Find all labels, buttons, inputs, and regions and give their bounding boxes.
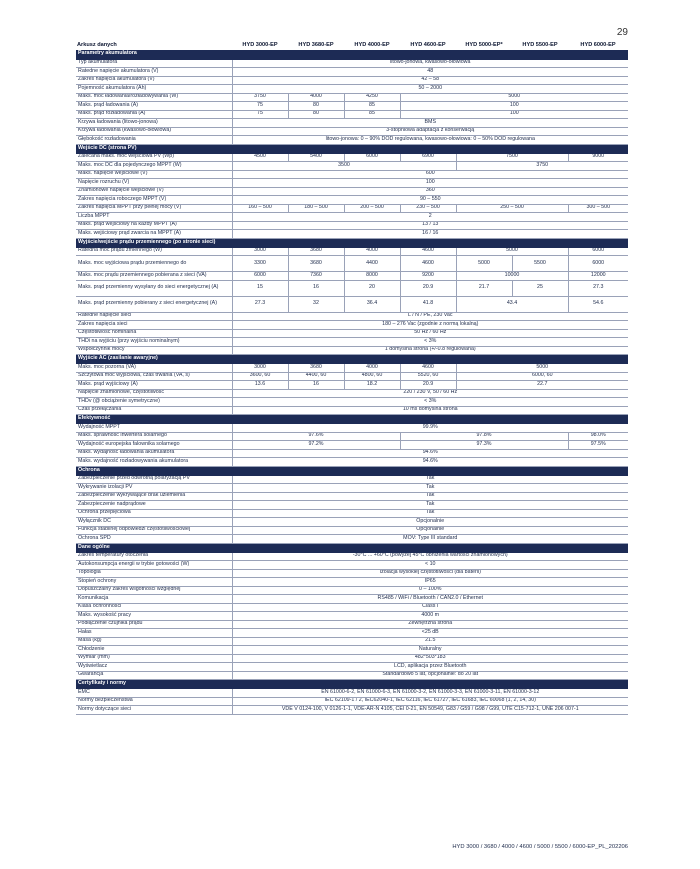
row-label: Dopuszczalny zakres wilgotności względnej (76, 586, 232, 595)
section-title: Dane ogólne (76, 543, 628, 552)
table-row (76, 76, 628, 85)
value-cell: 4600 (400, 256, 456, 272)
value-cell: 3600, 60 (232, 372, 288, 381)
row-label: Liczba MPPT (76, 213, 232, 222)
table-row (76, 561, 628, 570)
table-row (76, 329, 628, 338)
value-cell: Zewnętrzna strona (232, 620, 628, 629)
row-label: Zakres napięcia roboczego MPPT (V) (76, 196, 232, 205)
value-cell: 3300 (232, 256, 288, 272)
section-title: Parametry akumulatora (76, 50, 628, 59)
value-cell: 94.6% (232, 458, 628, 467)
section-title: Wejście DC (strona PV) (76, 144, 628, 153)
header-cell: HYD 3680-EP (298, 42, 334, 49)
table-row (76, 110, 628, 119)
section-title: Efektywność (76, 415, 628, 424)
row-label: Maks. moc ładowania/rozładowywania (W) (76, 93, 232, 102)
row-label: Hałas (76, 629, 232, 638)
row-label: Wydajność MPPT (76, 424, 232, 433)
row-label: Maks. moc DC dla pojedynczego MPPT (W) (76, 162, 232, 171)
value-cell: 7500 (456, 153, 568, 162)
table-row (76, 620, 628, 629)
value-cell: 4000 (344, 247, 400, 256)
table-row (76, 449, 628, 458)
value-cell: 3750 (456, 162, 628, 171)
table-row (76, 586, 628, 595)
table-row (76, 552, 628, 561)
value-cell: 3680 (288, 364, 344, 373)
table-row (76, 458, 628, 467)
row-label: Stopień ochrony (76, 578, 232, 587)
row-label: Napięcie rozruchu (V) (76, 179, 232, 188)
table-row (76, 204, 628, 213)
value-cell: 80 (288, 102, 344, 111)
value-cell: Izolacja wysokiej częstotliwości (dla baterii) (232, 569, 628, 578)
row-label: Ratedne napięcie akumulatora (V) (76, 68, 232, 77)
table-row (76, 646, 628, 655)
row-label: Maks. sprawność inwertera solarnego (76, 432, 232, 441)
table-row (76, 296, 628, 312)
row-label: Częstotliwość nominalna (76, 329, 232, 338)
row-label: Normy dotyczące sieci (76, 706, 232, 715)
row-label: Maks. moc wyjściowa prądu przemiennego do (76, 256, 232, 272)
section-header-row (76, 50, 628, 59)
value-cell: VDE V 0124-100, V 0126-1-1, VDE-AR-N 4105, CEI 0-21, EN 50549, G83 / G59 / G98 / G99, UTE C15-712-1, UNE 206 007-1 (232, 706, 628, 715)
table-row (76, 59, 628, 68)
section-title: Ochrona (76, 466, 628, 475)
value-cell: 5500 (512, 256, 568, 272)
table-row (76, 187, 628, 196)
value-cell: IEC 62109-1 / 2, IEC62040-1, IEC 62116, IEC 61727, IEC 61683, IEC 60068 (1, 2, 14, 30) (232, 697, 628, 706)
value-cell: 250 – 500 (456, 204, 568, 213)
value-cell: 97.2% (232, 441, 400, 450)
value-cell: 4000 (344, 364, 400, 373)
value-cell: IP65 (232, 578, 628, 587)
value-cell: 6000 (568, 256, 628, 272)
value-cell: 6000 (344, 153, 400, 162)
value-cell: 100 (400, 110, 628, 119)
value-cell: < 3% (232, 338, 628, 347)
value-cell: 20 (344, 280, 400, 296)
row-label: Krzywa ładowania (litowo-jonowa) (76, 119, 232, 128)
value-cell: 36.4 (344, 296, 400, 312)
table-row (76, 136, 628, 145)
value-cell: Class I (232, 603, 628, 612)
value-cell: 482*503*183 (232, 654, 628, 663)
value-cell: 3750 (232, 93, 288, 102)
value-cell: 160 – 500 (232, 204, 288, 213)
value-cell: 20.9 (400, 381, 456, 390)
value-cell: 48 (232, 68, 628, 77)
value-cell: 97.3% (400, 441, 568, 450)
value-cell: 16 (288, 381, 344, 390)
table-row (76, 256, 628, 272)
row-label: Zalecana maks. moc wejściowa PV (Wp) (76, 153, 232, 162)
value-cell: 4000 (288, 93, 344, 102)
row-label: Wykrywanie izolacji PV (76, 484, 232, 493)
section-title: Certyfikaty i normy (76, 680, 628, 689)
row-label: Zakres napięcia MPPT przy pełnej mocy (V) (76, 204, 232, 213)
table-row (76, 432, 628, 441)
row-label: Maks. wejściowy prąd zwarcia na MPPT (A) (76, 230, 232, 239)
row-label: Autokonsumpcja energii w trybie gotowości (W) (76, 561, 232, 570)
value-cell: Tak (232, 475, 628, 484)
value-cell: 5520, 60 (400, 372, 456, 381)
table-row (76, 398, 628, 407)
row-label: Maks. prąd ładowania (A) (76, 102, 232, 111)
value-cell: < 3% (232, 398, 628, 407)
row-label: Funkcja stabilnej odpowiedzi częstotliwościowej (76, 526, 232, 535)
row-label: THDi na wyjściu (przy wyjściu nominalnym) (76, 338, 232, 347)
row-label: Maks. wydajność ładowania akumulatora (76, 449, 232, 458)
value-cell: 300 – 500 (568, 204, 628, 213)
value-cell: 13.6 (232, 381, 288, 390)
value-cell: 16 / 16 (232, 230, 628, 239)
value-cell: 12000 (568, 272, 628, 281)
row-label: Znamionowe napięcie wejściowe (V) (76, 187, 232, 196)
header-cell: HYD 6000-EP (580, 42, 616, 49)
value-cell: Tak (232, 484, 628, 493)
value-cell: 6000, 60 (456, 372, 628, 381)
section-header-row (76, 415, 628, 424)
table-row (76, 280, 628, 296)
table-row (76, 213, 628, 222)
table-row (76, 637, 628, 646)
row-label: Napięcie znamionowe, częstotliwość (76, 389, 232, 398)
value-cell: 85 (344, 110, 400, 119)
table-header-row (76, 41, 628, 50)
table-row (76, 153, 628, 162)
row-label: Komunikacja (76, 595, 232, 604)
datasheet-table (76, 41, 628, 715)
row-label: THDv (@ obciążenie symetryczne) (76, 398, 232, 407)
row-label: Wyłącznik DC (76, 518, 232, 527)
row-label: Maks. napięcie wejściowe (V) (76, 170, 232, 179)
value-cell: 97.8% (400, 432, 568, 441)
value-cell: -30°C ... +60°C (powyżej 45°C obniżenia wartości znamionowych) (232, 552, 628, 561)
section-header-row (76, 144, 628, 153)
table-row (76, 321, 628, 330)
table-row (76, 501, 628, 510)
value-cell: litowo-jonowa: 0 – 90% DOD regulowana, kwasowo-ołowiowa: 0 – 50% DOD regulowana (232, 136, 628, 145)
row-label: Krzywa ładowania (kwasowo-ołowiowa) (76, 127, 232, 136)
value-cell: 50 Hz / 60 Hz (232, 329, 628, 338)
value-cell: 3500 (232, 162, 456, 171)
table-row (76, 247, 628, 256)
table-row (76, 578, 628, 587)
value-cell: 3680 (288, 247, 344, 256)
value-cell: RS485 / WiFi / Bluetooth / CAN2.0 / Ethernet (232, 595, 628, 604)
table-row (76, 85, 628, 94)
value-cell: <25 dB (232, 629, 628, 638)
row-label: Maks. moc prądu przemiennego pobierana z sieci (VA) (76, 272, 232, 281)
section-title: Wyjście/wejście prądu przemiennego (po stronie sieci) (76, 238, 628, 247)
value-cell: EN 61000-6-2, EN 61000-6-3, EN 61000-3-2, EN 61000-3-3, EN 61000-3-11, EN 61000-3-12 (232, 689, 628, 698)
value-cell: 18.2 (344, 381, 400, 390)
value-cell: Tak (232, 492, 628, 501)
value-cell: 4000 m (232, 612, 628, 621)
value-cell: 5400 (288, 153, 344, 162)
section-header-row (76, 238, 628, 247)
value-cell: 4400 (344, 256, 400, 272)
row-label: Ochrona SPD (76, 535, 232, 544)
table-row (76, 569, 628, 578)
value-cell: 43.4 (456, 296, 568, 312)
value-cell: 41.8 (400, 296, 456, 312)
value-cell: 8000 (344, 272, 400, 281)
table-row (76, 595, 628, 604)
value-cell: 16 (288, 280, 344, 296)
header-cell: HYD 5000-EP* (465, 42, 503, 49)
section-header-row (76, 466, 628, 475)
value-cell: 4400, 60 (288, 372, 344, 381)
table-row (76, 364, 628, 373)
table-row (76, 492, 628, 501)
row-label: Gwarancja (76, 671, 232, 680)
row-label: Szczytowa moc wyjściowa, czas trwania (VA, s) (76, 372, 232, 381)
table-row (76, 312, 628, 321)
value-cell: 27.3 (232, 296, 288, 312)
table-row (76, 612, 628, 621)
table-row (76, 663, 628, 672)
value-cell: MOV: Type III standard (232, 535, 628, 544)
value-cell: LCD, aplikacja przez Bluetooth (232, 663, 628, 672)
table-row (76, 93, 628, 102)
table-row (76, 671, 628, 680)
value-cell: 5000 (400, 93, 628, 102)
value-cell: 3000 (232, 247, 288, 256)
value-cell: Opcjonalnie (232, 518, 628, 527)
row-label: Czas przełączania (76, 406, 232, 415)
row-label: Masa (kg) (76, 637, 232, 646)
value-cell: 5000 (456, 247, 568, 256)
value-cell: 90 – 550 (232, 196, 628, 205)
table-row (76, 389, 628, 398)
value-cell: 75 (232, 102, 288, 111)
value-cell: 21.5 (232, 637, 628, 646)
header-cell: HYD 4000-EP (354, 42, 390, 49)
value-cell: 9000 (568, 153, 628, 162)
value-cell: 15 (232, 280, 288, 296)
table-row (76, 424, 628, 433)
table-row (76, 221, 628, 230)
value-cell: 27.3 (568, 280, 628, 296)
row-label: Głębokość rozładowania (76, 136, 232, 145)
value-cell: 98.0% (568, 432, 628, 441)
value-cell: Standardowo 5 lat, opcjonalnie: do 20 lat (232, 671, 628, 680)
value-cell: 600 (232, 170, 628, 179)
table-row (76, 535, 628, 544)
table-row (76, 406, 628, 415)
row-label: Wyświetlacz (76, 663, 232, 672)
row-label: Współczynnik mocy (76, 346, 232, 355)
value-cell: Tak (232, 509, 628, 518)
value-cell: 6000 (232, 272, 288, 281)
page-number: 29 (616, 27, 628, 38)
header-cell: HYD 3000-EP (242, 42, 278, 49)
table-row (76, 484, 628, 493)
table-row (76, 127, 628, 136)
value-cell: 6900 (400, 153, 456, 162)
value-cell: 0 – 100% (232, 586, 628, 595)
value-cell: 200 – 500 (344, 204, 400, 213)
value-cell: 80 (288, 110, 344, 119)
value-cell: 100 (400, 102, 628, 111)
table-row (76, 475, 628, 484)
row-label: Typ akumulatora (76, 59, 232, 68)
row-label: Maks. moc pozorna (VA) (76, 364, 232, 373)
value-cell: 5000 (456, 256, 512, 272)
value-cell: 85 (344, 102, 400, 111)
value-cell: 220 / 230 V, 50 / 60 Hz (232, 389, 628, 398)
value-cell: 4800, 60 (344, 372, 400, 381)
value-cell: 99.9% (232, 424, 628, 433)
table-row (76, 119, 628, 128)
value-cell: 4250 (344, 93, 400, 102)
table-row (76, 196, 628, 205)
table-row (76, 102, 628, 111)
table-row (76, 372, 628, 381)
row-label: Topologia (76, 569, 232, 578)
table-row (76, 338, 628, 347)
row-label: Maks. prąd przemienny pobierany z sieci energetycznej (A) (76, 296, 232, 312)
value-cell: 9200 (400, 272, 456, 281)
value-cell: Tak (232, 501, 628, 510)
value-cell: 50 – 2000 (232, 85, 628, 94)
section-header-row (76, 355, 628, 364)
row-label: Wydajność europejska falownika solarnego (76, 441, 232, 450)
row-label: Wymiar (mm) (76, 654, 232, 663)
value-cell: 4500 (232, 153, 288, 162)
value-cell: 21.7 (456, 280, 512, 296)
table-row (76, 526, 628, 535)
value-cell: 7360 (288, 272, 344, 281)
table-row (76, 697, 628, 706)
value-cell: 75 (232, 110, 288, 119)
header-cell: HYD 5500-EP (522, 42, 558, 49)
value-cell: BMS (232, 119, 628, 128)
row-label: Zabezpieczenie przed odwrotną polaryzacją PV (76, 475, 232, 484)
value-cell: 54.6 (568, 296, 628, 312)
value-cell: 20.9 (400, 280, 456, 296)
table-row (76, 179, 628, 188)
value-cell: 4600 (400, 247, 456, 256)
table-row (76, 170, 628, 179)
table-row (76, 518, 628, 527)
header-cell: HYD 4600-EP (410, 42, 446, 49)
section-header-row (76, 543, 628, 552)
table-row (76, 654, 628, 663)
row-label: Zakres napięcia sieci (76, 321, 232, 330)
table-row (76, 68, 628, 77)
value-cell: 3-stopniowa adaptacja z konserwacją (232, 127, 628, 136)
row-label: Ratedne napięcie sieci (76, 312, 232, 321)
table-row (76, 441, 628, 450)
value-cell: Opcjonalnie (232, 526, 628, 535)
row-label: Maks. wysokość pracy (76, 612, 232, 621)
value-cell: 4600 (400, 364, 456, 373)
value-cell: 5000 (456, 364, 628, 373)
value-cell: 13 / 13 (232, 221, 628, 230)
value-cell: 1 domyślna strona (+/-0.8 regulowana) (232, 346, 628, 355)
table-row (76, 603, 628, 612)
row-label: Normy bezpieczeństwa (76, 697, 232, 706)
row-label: Klasa ochronności (76, 603, 232, 612)
footer-code: HYD 3000 / 3680 / 4000 / 4600 / 5000 / 5500 / 6000-EP_PL_202206 (452, 844, 628, 850)
row-label: Maks. prąd rozładowania (A) (76, 110, 232, 119)
table-row (76, 381, 628, 390)
table-row (76, 230, 628, 239)
row-label: Maks. prąd wejściowy na każdy MPPT (A) (76, 221, 232, 230)
row-label: Ochrona przepięciowa (76, 509, 232, 518)
value-cell: 180 – 500 (288, 204, 344, 213)
value-cell: < 10 (232, 561, 628, 570)
header-cell: Arkusz danych (77, 42, 117, 49)
value-cell: 360 (232, 187, 628, 196)
table-row (76, 346, 628, 355)
row-label: Pojemność akumulatora (Ah) (76, 85, 232, 94)
value-cell: Naturalny (232, 646, 628, 655)
value-cell: 10000 (456, 272, 568, 281)
value-cell: 32 (288, 296, 344, 312)
value-cell: 94.6% (232, 449, 628, 458)
table-body (76, 50, 628, 714)
row-label: Maks. prąd przemienny wysyłany do sieci energetycznej (A) (76, 280, 232, 296)
value-cell: 230 – 500 (400, 204, 456, 213)
value-cell: litowo-jonowa, kwasowo-ołowiowa (232, 59, 628, 68)
row-label: Zabezpieczenie wykrywające brak uziemienia (76, 492, 232, 501)
value-cell: 42 – 58 (232, 76, 628, 85)
row-label: Podłączenie czujnika prądu (76, 620, 232, 629)
value-cell: 22.7 (456, 381, 628, 390)
row-label: Zakres temperatury otoczenia (76, 552, 232, 561)
row-label: Ratedna moc prądu zmiennego (W) (76, 247, 232, 256)
row-label: Zakres napięcia akumulatora (V) (76, 76, 232, 85)
row-label: Chłodzenie (76, 646, 232, 655)
table-row (76, 272, 628, 281)
table-row (76, 162, 628, 171)
value-cell: 3000 (232, 364, 288, 373)
value-cell: 2 (232, 213, 628, 222)
table-row (76, 509, 628, 518)
table-row (76, 629, 628, 638)
value-cell: 100 (232, 179, 628, 188)
value-cell: 25 (512, 280, 568, 296)
value-cell: 97.5% (568, 441, 628, 450)
value-cell: 97.6% (232, 432, 400, 441)
row-label: Maks. wydajność rozładowywania akumulatora (76, 458, 232, 467)
section-header-row (76, 680, 628, 689)
section-title: Wyjście AC (zasilanie awaryjne) (76, 355, 628, 364)
row-label: Maks. prąd wyjściowy (A) (76, 381, 232, 390)
value-cell: 3680 (288, 256, 344, 272)
row-label: Zabezpieczenie nadprądowe (76, 501, 232, 510)
value-cell: 180 – 276 Vac (zgodnie z normą lokalną) (232, 321, 628, 330)
value-cell: L / N / PE, 230 Vac (232, 312, 628, 321)
table-row (76, 706, 628, 715)
row-label: EMC (76, 689, 232, 698)
value-cell: 6000 (568, 247, 628, 256)
table-row (76, 689, 628, 698)
value-cell: 10 ms domyślna strona (232, 406, 628, 415)
